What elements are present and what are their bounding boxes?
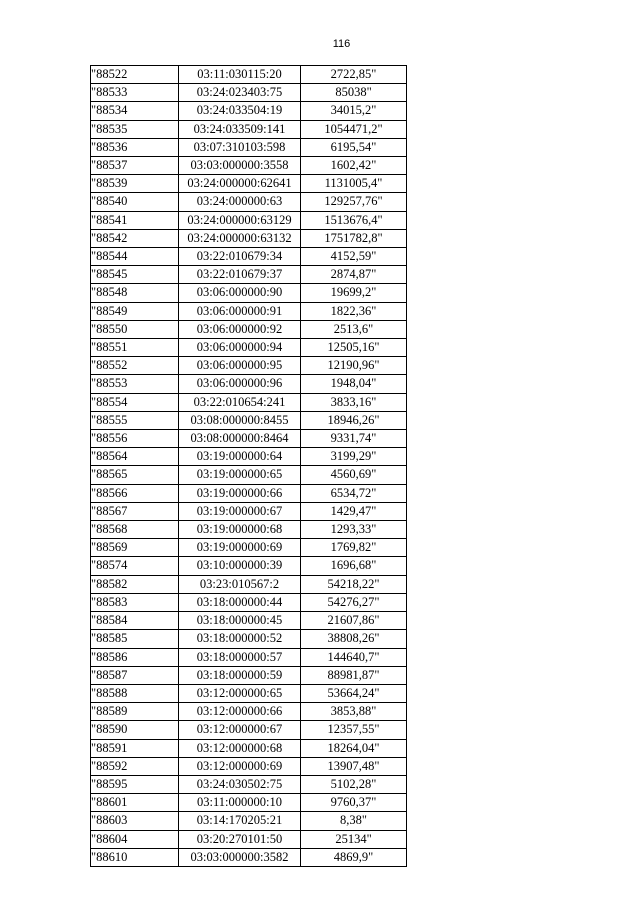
- table-row: [91, 612, 407, 630]
- record-id-cell: "88604: [91, 830, 179, 848]
- value-cell: 2722,85": [301, 66, 407, 84]
- table-row: [91, 302, 407, 320]
- record-id-cell: "88540: [91, 193, 179, 211]
- cadastral-number-cell: 03:08:000000:8464: [179, 430, 301, 448]
- value-cell: 4869,9": [301, 848, 407, 866]
- record-id-cell: "88567: [91, 502, 179, 520]
- record-id-cell: "88592: [91, 757, 179, 775]
- cadastral-number-cell: 03:18:000000:45: [179, 612, 301, 630]
- value-cell: 38808,26": [301, 630, 407, 648]
- record-id-cell: "88564: [91, 448, 179, 466]
- cadastral-number-cell: 03:24:030502:75: [179, 775, 301, 793]
- table-row: [91, 411, 407, 429]
- value-cell: 2874,87": [301, 266, 407, 284]
- value-cell: 25134": [301, 830, 407, 848]
- table-row: [91, 703, 407, 721]
- table-row: [91, 229, 407, 247]
- table-row: [91, 557, 407, 575]
- record-id-cell: "88544: [91, 248, 179, 266]
- value-cell: 2513,6": [301, 320, 407, 338]
- table-row: [91, 157, 407, 175]
- cadastral-number-cell: 03:24:000000:63132: [179, 229, 301, 247]
- record-id-cell: "88582: [91, 575, 179, 593]
- cadastral-number-cell: 03:18:000000:44: [179, 593, 301, 611]
- table-row: [91, 721, 407, 739]
- value-cell: 1054471,2": [301, 120, 407, 138]
- value-cell: 8,38": [301, 812, 407, 830]
- table-row: [91, 466, 407, 484]
- table-row: [91, 284, 407, 302]
- value-cell: 4152,59": [301, 248, 407, 266]
- value-cell: 1696,68": [301, 557, 407, 575]
- record-id-cell: "88568: [91, 521, 179, 539]
- record-id-cell: "88539: [91, 175, 179, 193]
- table-row: [91, 739, 407, 757]
- value-cell: 54276,27": [301, 593, 407, 611]
- value-cell: 88981,87": [301, 666, 407, 684]
- table-row: [91, 430, 407, 448]
- value-cell: 54218,22": [301, 575, 407, 593]
- page-number: 116: [332, 38, 351, 50]
- value-cell: 85038": [301, 84, 407, 102]
- table-row: [91, 539, 407, 557]
- record-id-cell: "88549: [91, 302, 179, 320]
- cadastral-number-cell: 03:10:000000:39: [179, 557, 301, 575]
- value-cell: 4560,69": [301, 466, 407, 484]
- record-id-cell: "88584: [91, 612, 179, 630]
- table-row: [91, 484, 407, 502]
- record-id-cell: "88583: [91, 593, 179, 611]
- cadastral-number-cell: 03:20:270101:50: [179, 830, 301, 848]
- cadastral-number-cell: 03:06:000000:94: [179, 339, 301, 357]
- cadastral-number-cell: 03:12:000000:67: [179, 721, 301, 739]
- cadastral-number-cell: 03:22:010654:241: [179, 393, 301, 411]
- table-row: [91, 757, 407, 775]
- table-row: [91, 648, 407, 666]
- cadastral-number-cell: 03:11:030115:20: [179, 66, 301, 84]
- cadastral-number-cell: 03:12:000000:68: [179, 739, 301, 757]
- record-id-cell: "88603: [91, 812, 179, 830]
- record-id-cell: "88586: [91, 648, 179, 666]
- cadastral-number-cell: 03:19:000000:68: [179, 521, 301, 539]
- table-row: [91, 502, 407, 520]
- record-id-cell: "88574: [91, 557, 179, 575]
- record-id-cell: "88595: [91, 775, 179, 793]
- value-cell: 12505,16": [301, 339, 407, 357]
- table-row: [91, 775, 407, 793]
- table-row: [91, 575, 407, 593]
- table-row: [91, 794, 407, 812]
- value-cell: 12190,96": [301, 357, 407, 375]
- table-row: [91, 812, 407, 830]
- table-row: [91, 830, 407, 848]
- record-id-cell: "88585: [91, 630, 179, 648]
- table-row: [91, 66, 407, 84]
- cadastral-number-cell: 03:08:000000:8455: [179, 411, 301, 429]
- data-table: [90, 65, 407, 867]
- value-cell: 5102,28": [301, 775, 407, 793]
- table-row: [91, 102, 407, 120]
- value-cell: 1513676,4": [301, 211, 407, 229]
- table-row: [91, 84, 407, 102]
- cadastral-number-cell: 03:24:033509:141: [179, 120, 301, 138]
- cadastral-number-cell: 03:03:000000:3558: [179, 157, 301, 175]
- cadastral-number-cell: 03:06:000000:91: [179, 302, 301, 320]
- value-cell: 9331,74": [301, 430, 407, 448]
- value-cell: 1822,36": [301, 302, 407, 320]
- table-row: [91, 593, 407, 611]
- table-row: [91, 120, 407, 138]
- record-id-cell: "88533: [91, 84, 179, 102]
- value-cell: 18946,26": [301, 411, 407, 429]
- value-cell: 129257,76": [301, 193, 407, 211]
- table-row: [91, 521, 407, 539]
- value-cell: 53664,24": [301, 684, 407, 702]
- record-id-cell: "88555: [91, 411, 179, 429]
- record-id-cell: "88534: [91, 102, 179, 120]
- cadastral-number-cell: 03:18:000000:59: [179, 666, 301, 684]
- record-id-cell: "88610: [91, 848, 179, 866]
- cadastral-number-cell: 03:24:023403:75: [179, 84, 301, 102]
- cadastral-number-cell: 03:07:310103:598: [179, 138, 301, 156]
- cadastral-number-cell: 03:03:000000:3582: [179, 848, 301, 866]
- record-id-cell: "88587: [91, 666, 179, 684]
- record-id-cell: "88591: [91, 739, 179, 757]
- cadastral-number-cell: 03:24:000000:63129: [179, 211, 301, 229]
- table-row: [91, 211, 407, 229]
- table-row: [91, 138, 407, 156]
- value-cell: 13907,48": [301, 757, 407, 775]
- value-cell: 1769,82": [301, 539, 407, 557]
- table-row: [91, 375, 407, 393]
- cadastral-number-cell: 03:19:000000:65: [179, 466, 301, 484]
- value-cell: 1293,33": [301, 521, 407, 539]
- table-row: [91, 393, 407, 411]
- cadastral-number-cell: 03:11:000000:10: [179, 794, 301, 812]
- record-id-cell: "88588: [91, 684, 179, 702]
- cadastral-number-cell: 03:22:010679:37: [179, 266, 301, 284]
- cadastral-number-cell: 03:19:000000:64: [179, 448, 301, 466]
- value-cell: 3199,29": [301, 448, 407, 466]
- cadastral-number-cell: 03:19:000000:67: [179, 502, 301, 520]
- table-row: [91, 266, 407, 284]
- cadastral-number-cell: 03:24:000000:63: [179, 193, 301, 211]
- record-id-cell: "88545: [91, 266, 179, 284]
- table-row: [91, 448, 407, 466]
- record-id-cell: "88566: [91, 484, 179, 502]
- value-cell: 1429,47": [301, 502, 407, 520]
- cadastral-number-cell: 03:18:000000:52: [179, 630, 301, 648]
- value-cell: 34015,2": [301, 102, 407, 120]
- value-cell: 18264,04": [301, 739, 407, 757]
- table-row: [91, 320, 407, 338]
- record-id-cell: "88536: [91, 138, 179, 156]
- record-id-cell: "88552: [91, 357, 179, 375]
- record-id-cell: "88551: [91, 339, 179, 357]
- record-id-cell: "88550: [91, 320, 179, 338]
- record-id-cell: "88590: [91, 721, 179, 739]
- cadastral-number-cell: 03:12:000000:65: [179, 684, 301, 702]
- table-row: [91, 357, 407, 375]
- cadastral-number-cell: 03:18:000000:57: [179, 648, 301, 666]
- table-row: [91, 175, 407, 193]
- record-id-cell: "88535: [91, 120, 179, 138]
- cadastral-number-cell: 03:12:000000:66: [179, 703, 301, 721]
- table-row: [91, 193, 407, 211]
- value-cell: 3853,88": [301, 703, 407, 721]
- value-cell: 144640,7": [301, 648, 407, 666]
- value-cell: 1602,42": [301, 157, 407, 175]
- value-cell: 1131005,4": [301, 175, 407, 193]
- record-id-cell: "88541: [91, 211, 179, 229]
- cadastral-number-cell: 03:24:033504:19: [179, 102, 301, 120]
- record-id-cell: "88548: [91, 284, 179, 302]
- value-cell: 1751782,8": [301, 229, 407, 247]
- cadastral-number-cell: 03:22:010679:34: [179, 248, 301, 266]
- value-cell: 12357,55": [301, 721, 407, 739]
- table-row: [91, 339, 407, 357]
- record-id-cell: "88565: [91, 466, 179, 484]
- cadastral-number-cell: 03:06:000000:90: [179, 284, 301, 302]
- value-cell: 9760,37": [301, 794, 407, 812]
- record-id-cell: "88553: [91, 375, 179, 393]
- cadastral-number-cell: 03:24:000000:62641: [179, 175, 301, 193]
- record-id-cell: "88554: [91, 393, 179, 411]
- table-row: [91, 684, 407, 702]
- table-row: [91, 848, 407, 866]
- table-row: [91, 630, 407, 648]
- cadastral-number-cell: 03:12:000000:69: [179, 757, 301, 775]
- value-cell: 6195,54": [301, 138, 407, 156]
- cadastral-number-cell: 03:19:000000:66: [179, 484, 301, 502]
- cadastral-number-cell: 03:14:170205:21: [179, 812, 301, 830]
- cadastral-number-cell: 03:06:000000:95: [179, 357, 301, 375]
- record-id-cell: "88589: [91, 703, 179, 721]
- value-cell: 6534,72": [301, 484, 407, 502]
- cadastral-number-cell: 03:19:000000:69: [179, 539, 301, 557]
- cadastral-number-cell: 03:06:000000:92: [179, 320, 301, 338]
- value-cell: 19699,2": [301, 284, 407, 302]
- table-body: [91, 66, 407, 867]
- value-cell: 21607,86": [301, 612, 407, 630]
- cadastral-number-cell: 03:06:000000:96: [179, 375, 301, 393]
- record-id-cell: "88601: [91, 794, 179, 812]
- cadastral-number-cell: 03:23:010567:2: [179, 575, 301, 593]
- record-id-cell: "88542: [91, 229, 179, 247]
- record-id-cell: "88556: [91, 430, 179, 448]
- value-cell: 1948,04": [301, 375, 407, 393]
- record-id-cell: "88537: [91, 157, 179, 175]
- table-row: [91, 666, 407, 684]
- table-row: [91, 248, 407, 266]
- record-id-cell: "88569: [91, 539, 179, 557]
- value-cell: 3833,16": [301, 393, 407, 411]
- record-id-cell: "88522: [91, 66, 179, 84]
